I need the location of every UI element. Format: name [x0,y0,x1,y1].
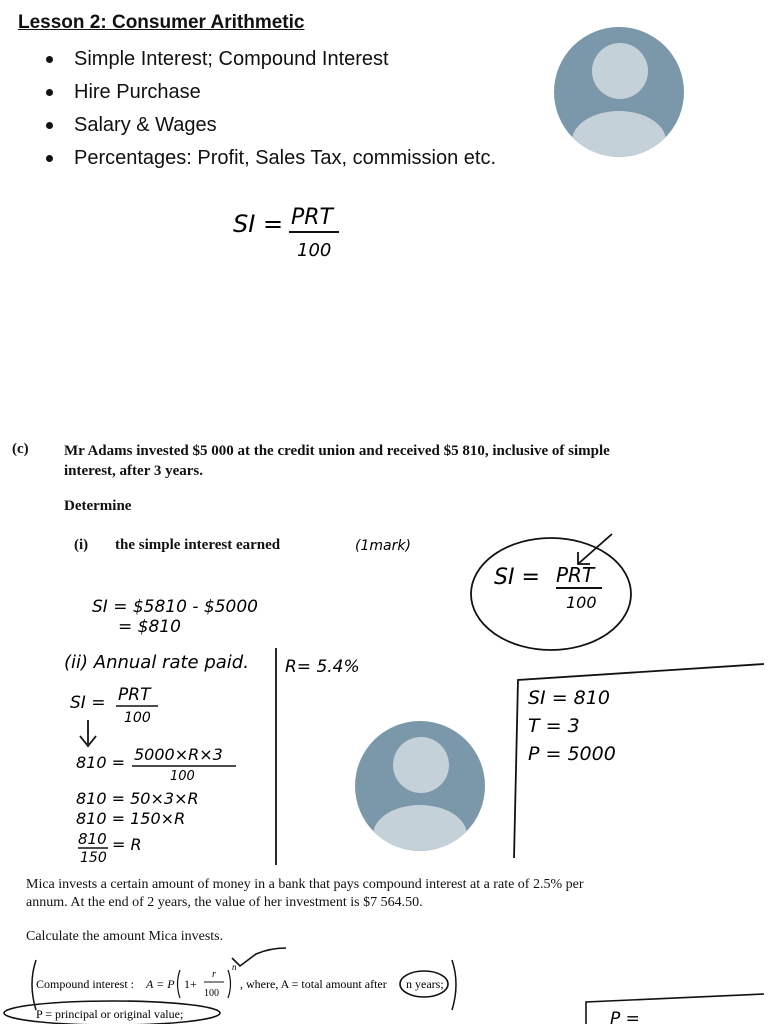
svg-text:SI =: SI = [494,565,540,590]
arrow-annotation [578,534,612,564]
svg-text:SI = 810: SI = 810 [528,687,610,709]
svg-text:, where, A = total amount afte: , where, A = total amount after [240,977,387,991]
calculate-instruction: Calculate the amount Mica invests. [26,929,224,944]
svg-text:n years;: n years; [406,977,444,991]
svg-text:P = principal or original valu: P = principal or original value; [36,1007,184,1021]
svg-text:100: 100 [566,593,597,612]
svg-text:100: 100 [124,710,151,726]
work-line-2: = $810 [118,617,181,637]
avatar-body-icon [373,805,467,851]
question-text: Mr Adams invested $5 000 at the credit union and received $5 810, inclusive of simple interest, after 3 years. [64,443,610,479]
avatar[interactable] [554,27,684,157]
svg-text:150: 150 [80,850,107,866]
check-mark-icon [232,948,286,966]
part-i-number: (i) [74,537,89,553]
compound-interest-formula [0,944,768,1024]
question-label: (c) [12,441,29,457]
svg-text:100: 100 [204,988,219,999]
svg-text:SI =: SI = [70,693,106,713]
svg-text:810 = 150×R: 810 = 150×R [76,809,186,828]
avatar-body-icon [572,111,666,157]
part-ii-label: (ii) Annual rate paid. [64,652,249,673]
avatar-head-icon [393,737,449,793]
svg-text:P =: P = [610,1009,640,1024]
topic-item: Percentages: Profit, Sales Tax, commission etc. [46,142,496,175]
rate-answer: R= 5.4% [285,657,360,677]
svg-text:T = 3: T = 3 [528,715,580,737]
svg-text:Compound interest :: Compound interest : [36,977,134,991]
svg-text:PRT: PRT [556,563,595,587]
circle-annotation [471,538,631,650]
avatar-head-icon [592,43,648,99]
avatar[interactable] [355,721,485,851]
svg-text:1+: 1+ [184,977,197,991]
lesson-title: Lesson 2: Consumer Arithmetic [18,12,305,33]
svg-text:P = 5000: P = 5000 [528,743,616,765]
topic-list [46,43,496,175]
svg-text:r: r [212,969,216,980]
determine-label: Determine [64,498,132,514]
svg-text:5000×R×3: 5000×R×3 [134,745,223,764]
svg-text:100: 100 [297,240,332,261]
part-i-text: the simple interest earned [115,537,281,553]
topic-item: Salary & Wages [46,109,496,142]
svg-text:100: 100 [170,769,195,784]
svg-text:SI =: SI = [233,210,284,238]
svg-text:A = P: A = P [146,977,175,991]
svg-text:PRT: PRT [118,685,151,705]
handwritten-si-formula [225,200,365,265]
mark-note: (1mark) [355,538,411,554]
svg-text:810: 810 [78,830,107,848]
svg-text:810 = 50×3×R: 810 = 50×3×R [76,789,199,808]
svg-text:PRT: PRT [291,205,333,230]
svg-text:= R: = R [112,835,142,854]
topic-item: Hire Purchase [46,76,496,109]
mica-question-text: Mica invests a certain amount of money in a bank that pays compound interest at a rate of 2.5% per annum. At the end of 2 years, the value of her investment is $7 564.50. [26,877,584,910]
svg-text:810 =: 810 = [76,753,126,772]
topic-item: Simple Interest; Compound Interest [46,43,496,76]
work-line-1: SI = $5810 - $5000 [92,597,258,617]
svg-text:n: n [232,962,237,972]
